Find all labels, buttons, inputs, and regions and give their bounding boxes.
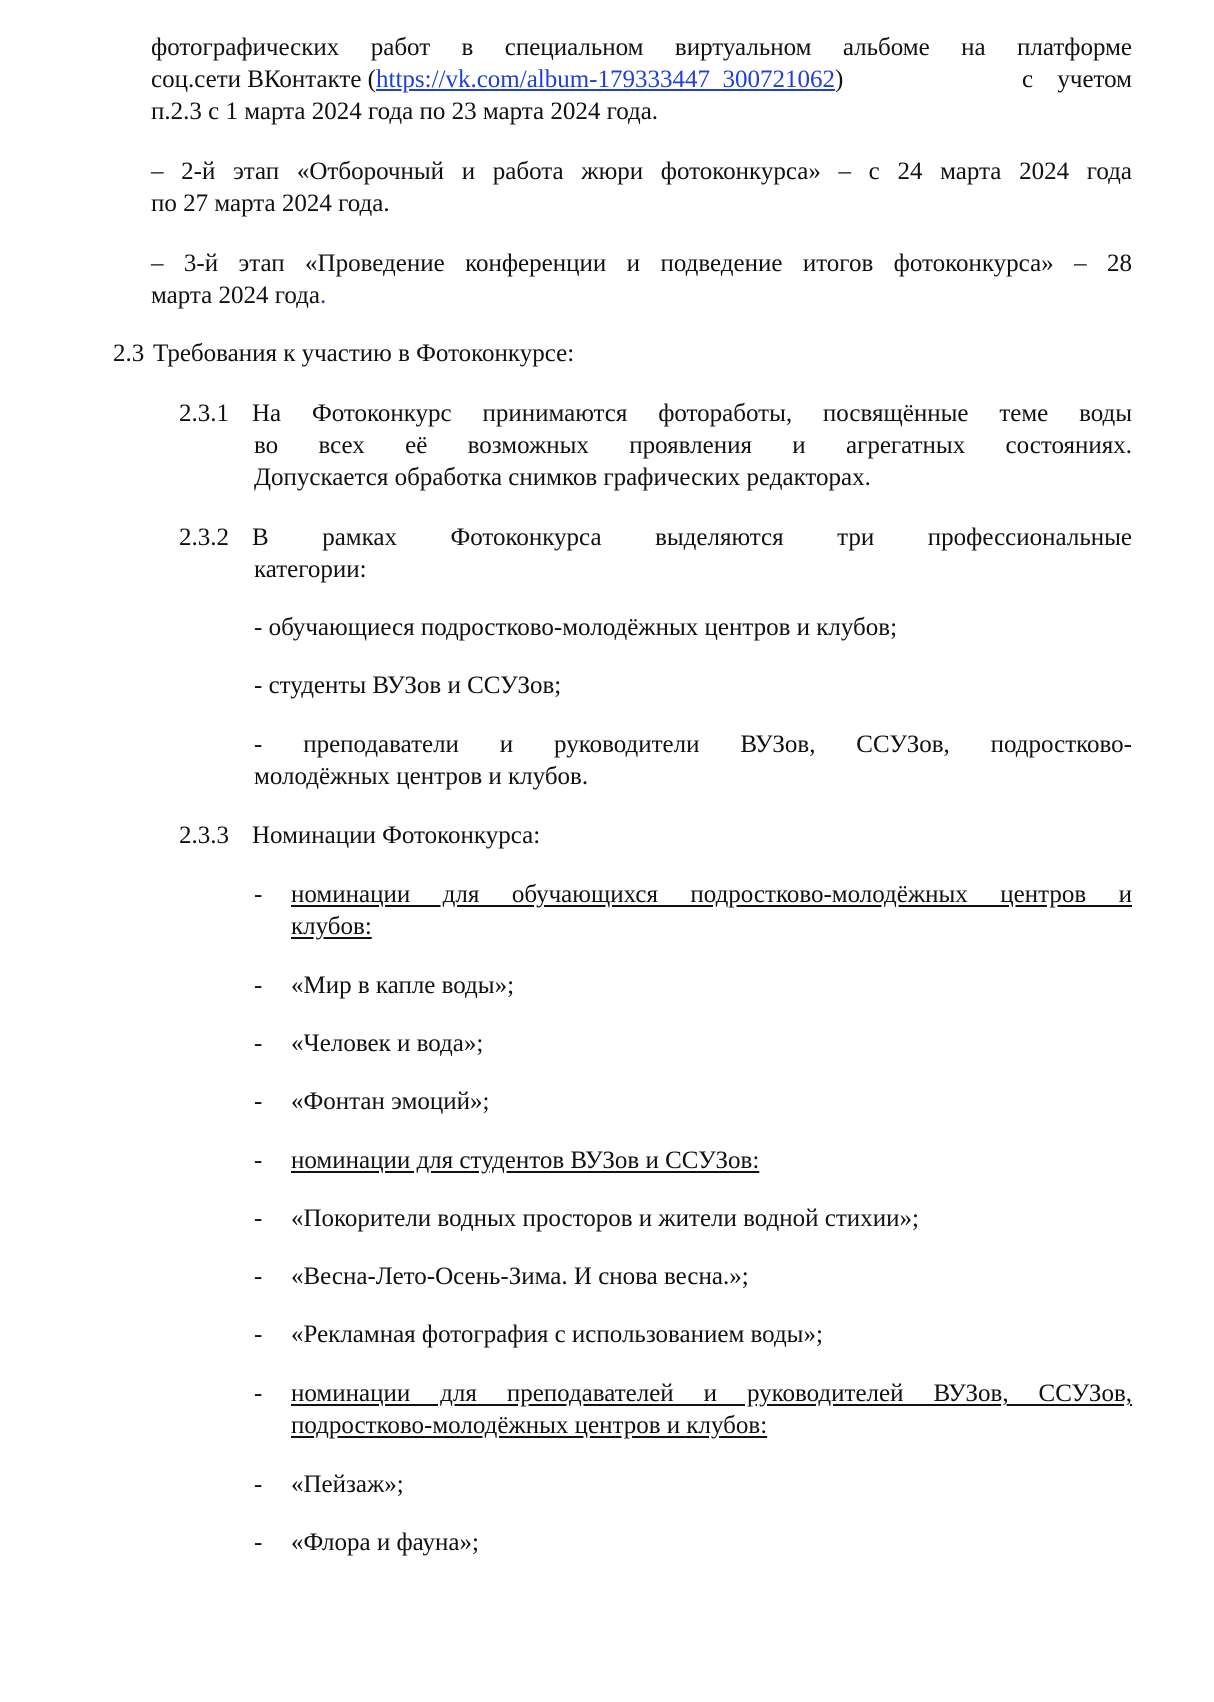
category-2: - студенты ВУЗов и ССУЗов; xyxy=(254,672,562,699)
list-dash: - xyxy=(254,1321,263,1348)
list-dash: - xyxy=(254,1088,263,1115)
stage1-text-b-wrap xyxy=(1022,64,1132,96)
group3-heading-line1 xyxy=(291,1378,1132,1410)
stage1-line2 xyxy=(151,64,1132,96)
vk-album-link[interactable]: https://vk.com/album-179333447_300721062 xyxy=(376,66,836,93)
list-dash: - xyxy=(254,972,263,999)
stage1-line2-left xyxy=(151,64,843,96)
group2-heading-text: номинации для студентов ВУЗов и ССУЗов: xyxy=(291,1147,760,1174)
list-dash: - xyxy=(254,1380,263,1407)
section-2-3-1-line3: Допускается обработка снимков графических редакторах. xyxy=(254,464,871,491)
nomination-item: «Пейзаж»; xyxy=(291,1471,404,1498)
section-2-3-2-line2: категории: xyxy=(254,556,367,583)
group3-heading-line2 xyxy=(291,1410,1132,1442)
stage2-line1: – 2-й этап «Отборочный и работа жюри фотоконкурса» – с 24 марта 2024 года xyxy=(151,158,1132,185)
group1-heading-line2 xyxy=(291,911,1132,943)
nomination-item: «Флора и фауна»; xyxy=(291,1529,479,1556)
nomination-item: «Рекламная фотография с использованием воды»; xyxy=(291,1321,823,1348)
section-2-3-1-number: 2.3.1 xyxy=(179,400,229,427)
section-2-3-2-line1: В рамках Фотоконкурса выделяются три профессиональные xyxy=(252,524,1132,551)
stage1-line3: п.2.3 с 1 марта 2024 года по 23 марта 2024 года. xyxy=(151,98,659,125)
group3-heading-text1: номинации для преподавателей и руководителей ВУЗов, ССУЗов, xyxy=(291,1380,1132,1407)
stage3-text: марта 2024 года xyxy=(151,282,320,309)
stage3-line2 xyxy=(151,280,326,312)
category-1: - обучающиеся подростково-молодёжных центров и клубов; xyxy=(254,614,898,641)
section-2-3-2-number: 2.3.2 xyxy=(179,524,229,551)
group3-heading-text2: подростково-молодёжных центров и клубов: xyxy=(291,1412,768,1439)
section-2-3-3-number: 2.3.3 xyxy=(179,822,229,849)
nomination-item: «Фонтан эмоций»; xyxy=(291,1088,490,1115)
section-2-3-1-line2: во всех её возможных проявления и агрегатных состояниях. xyxy=(254,432,1132,459)
stage1-text-c: с xyxy=(1022,66,1034,93)
list-dash: - xyxy=(254,1471,263,1498)
section-2-3-3-title: Номинации Фотоконкурса: xyxy=(252,822,541,849)
section-2-3-number: 2.3 xyxy=(113,340,145,367)
list-dash: - xyxy=(254,1205,263,1232)
list-dash: - xyxy=(254,1263,263,1290)
list-dash: - xyxy=(254,1030,263,1057)
group1-heading-text1: номинации для обучающихся подростково-молодёжных центров и xyxy=(291,881,1132,908)
nomination-item: «Мир в капле воды»; xyxy=(291,972,515,999)
list-dash: - xyxy=(254,1529,263,1556)
nomination-item: «Человек и вода»; xyxy=(291,1030,484,1057)
category-3-line2: молодёжных центров и клубов. xyxy=(254,763,589,790)
stage1-text-a: соц.сети ВКонтакте ( xyxy=(151,66,376,93)
stage1-text-close: ) xyxy=(835,66,844,93)
group1-heading-line1 xyxy=(291,879,1132,911)
stage2-line2: по 27 марта 2024 года. xyxy=(151,190,390,217)
group2-heading xyxy=(291,1145,1132,1177)
section-2-3-1-line1: На Фотоконкурс принимаются фотоработы, посвящённые теме воды xyxy=(252,400,1132,427)
list-dash: - xyxy=(254,1147,263,1174)
nomination-item: «Весна-Лето-Осень-Зима. И снова весна.»; xyxy=(291,1263,749,1290)
group1-heading-text2: клубов: xyxy=(291,913,372,940)
section-2-3-title: Требования к участию в Фотоконкурсе: xyxy=(153,340,575,367)
category-3-line1: - преподаватели и руководители ВУЗов, ССУЗов, подростково- xyxy=(254,731,1132,758)
stage1-text-d: учетом xyxy=(1057,66,1132,93)
stage1-line1: фотографических работ в специальном виртуальном альбоме на платформе xyxy=(151,34,1132,61)
stage3-dot: . xyxy=(319,282,327,309)
stage3-line1: – 3-й этап «Проведение конференции и подведение итогов фотоконкурса» – 28 xyxy=(151,250,1132,277)
list-dash: - xyxy=(254,881,263,908)
nomination-item: «Покорители водных просторов и жители водной стихии»; xyxy=(291,1205,919,1232)
